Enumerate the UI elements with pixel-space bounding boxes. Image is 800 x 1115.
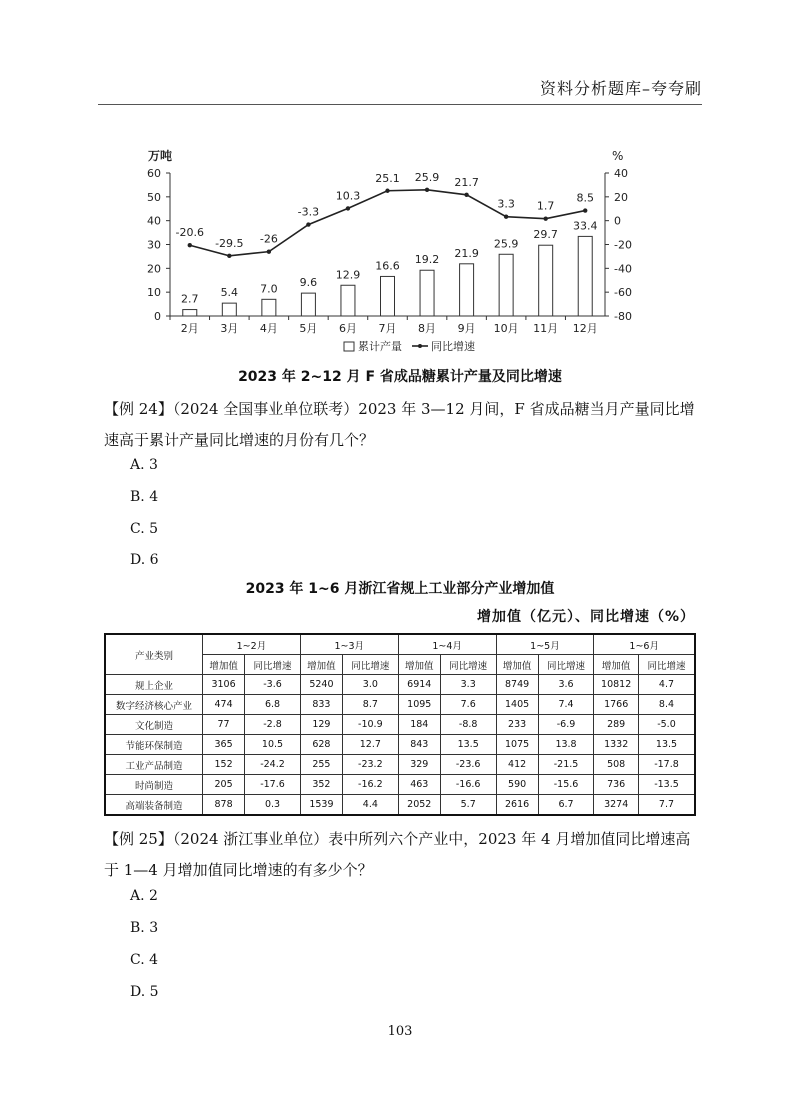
left-tick-label: 10 — [147, 286, 161, 300]
growth-rate-point — [543, 216, 547, 220]
subheader-value: 增加值 — [398, 655, 440, 675]
subheader-growth: 同比增速 — [538, 655, 594, 675]
bar-data-label: 33.4 — [572, 219, 598, 233]
bar-cumulative — [499, 254, 513, 316]
cell-value: 3106 — [203, 675, 245, 695]
subheader-growth: 同比增速 — [245, 655, 301, 675]
bar-cumulative — [539, 245, 553, 316]
bar-cumulative — [301, 293, 315, 316]
growth-rate-point — [227, 254, 231, 258]
period-header: 1~2月 — [203, 634, 301, 655]
table-unit: 增加值（亿元）、同比增速（%） — [476, 609, 695, 625]
cell-growth: -23.6 — [440, 755, 496, 775]
cell-value: 329 — [398, 755, 440, 775]
cell-growth: 13.8 — [538, 735, 594, 755]
legend-bar-swatch — [344, 342, 354, 351]
bar-cumulative — [222, 303, 236, 316]
table-row — [105, 735, 695, 755]
cell-value: 8749 — [496, 675, 538, 695]
right-tick-label: 0 — [614, 214, 621, 228]
chart-title: 2023 年 2~12 月 F 省成品糖累计产量及同比增速 — [238, 369, 562, 385]
left-tick-label: 30 — [147, 238, 161, 252]
cell-growth: 3.0 — [342, 675, 398, 695]
cell-growth: 6.7 — [538, 795, 594, 816]
bar-data-label: 7.0 — [260, 282, 278, 296]
line-data-label: 25.1 — [375, 171, 400, 185]
table-corner-header: 产业类别 — [105, 634, 203, 675]
cell-value: 2616 — [496, 795, 538, 816]
legend-bar-label: 累计产量 — [358, 340, 402, 353]
table-row — [105, 675, 695, 695]
bar-cumulative — [341, 285, 355, 316]
cell-growth: 8.7 — [342, 695, 398, 715]
cell-growth: -8.8 — [440, 715, 496, 735]
cell-growth: 5.7 — [440, 795, 496, 816]
cell-value: 508 — [594, 755, 639, 775]
q24-option-b: B. 4 — [130, 489, 159, 505]
line-data-label: 21.7 — [454, 175, 479, 189]
legend-line-label: 同比增速 — [431, 340, 475, 353]
right-tick-label: -20 — [614, 238, 632, 252]
cell-value: 3274 — [594, 795, 639, 816]
bar-cumulative — [183, 310, 197, 316]
cell-growth: -10.9 — [342, 715, 398, 735]
left-tick-label: 0 — [154, 310, 161, 323]
cell-value: 5240 — [300, 675, 342, 695]
subheader-value: 增加值 — [300, 655, 342, 675]
q25-option-c: C. 4 — [130, 952, 159, 968]
legend-line-marker — [418, 344, 422, 348]
cell-value: 474 — [203, 695, 245, 715]
bar-cumulative — [420, 270, 434, 316]
cell-growth: 7.4 — [538, 695, 594, 715]
cell-growth: -21.5 — [538, 755, 594, 775]
cell-growth: 10.5 — [245, 735, 301, 755]
industry-value-table — [104, 633, 696, 816]
cell-growth: -17.6 — [245, 775, 301, 795]
page-number: 103 — [387, 1024, 413, 1039]
bar-cumulative — [578, 236, 592, 316]
growth-rate-point — [346, 206, 350, 210]
growth-rate-point — [306, 222, 310, 226]
period-header: 1~4月 — [398, 634, 496, 655]
left-tick-label: 40 — [147, 214, 161, 228]
line-data-label: -3.3 — [297, 205, 320, 219]
q24-option-c: C. 5 — [130, 521, 159, 537]
bar-cumulative — [262, 299, 276, 316]
x-tick-label: 11月 — [533, 322, 559, 335]
cell-value: 878 — [203, 795, 245, 816]
question-24-stem: 【例 24】（2024 全国事业单位联考）2023 年 3—12 月间，F 省成品糖当月产量同比增速高于累计产量同比增速的月份有几个？ — [104, 400, 695, 449]
cell-value: 590 — [496, 775, 538, 795]
line-data-label: 8.5 — [576, 191, 594, 205]
left-tick-label: 20 — [147, 262, 161, 276]
cell-growth: -6.9 — [538, 715, 594, 735]
growth-rate-point — [425, 188, 429, 192]
cell-value: 255 — [300, 755, 342, 775]
row-label: 节能环保制造 — [105, 735, 203, 755]
growth-rate-point — [504, 215, 508, 219]
x-tick-label: 3月 — [220, 322, 239, 335]
cell-growth: 3.6 — [538, 675, 594, 695]
cell-growth: -13.5 — [638, 775, 695, 795]
right-tick-label: -60 — [614, 286, 632, 300]
line-data-label: -26 — [259, 232, 278, 246]
table-body — [105, 675, 695, 816]
period-header: 1~5月 — [496, 634, 594, 655]
table-row — [105, 775, 695, 795]
table-period-header-row — [105, 634, 695, 655]
left-tick-label: 60 — [147, 167, 161, 180]
cell-value: 365 — [203, 735, 245, 755]
line-data-label: 25.9 — [414, 170, 440, 184]
cell-growth: -16.2 — [342, 775, 398, 795]
growth-rate-point — [385, 189, 389, 193]
cell-growth: -24.2 — [245, 755, 301, 775]
cell-value: 1332 — [594, 735, 639, 755]
cell-growth: 6.8 — [245, 695, 301, 715]
row-label: 规上企业 — [105, 675, 203, 695]
line-data-label: -20.6 — [175, 226, 205, 240]
cell-value: 1075 — [496, 735, 538, 755]
growth-rate-line — [190, 190, 585, 256]
x-tick-label: 9月 — [457, 322, 476, 335]
left-tick-label: 50 — [147, 190, 161, 204]
x-tick-label: 6月 — [338, 322, 357, 335]
x-tick-label: 5月 — [299, 322, 318, 335]
cell-growth: -5.0 — [638, 715, 695, 735]
subheader-value: 增加值 — [496, 655, 538, 675]
subheader-growth: 同比增速 — [638, 655, 695, 675]
period-header: 1~6月 — [594, 634, 695, 655]
cell-growth: 4.7 — [638, 675, 695, 695]
cell-growth: -3.6 — [245, 675, 301, 695]
x-tick-label: 7月 — [378, 322, 397, 335]
q24-option-a: A. 3 — [130, 457, 158, 473]
table-title: 2023 年 1~6 月浙江省规上工业部分产业增加值 — [245, 581, 555, 597]
bar-data-label: 5.4 — [220, 286, 239, 300]
cell-growth: 13.5 — [638, 735, 695, 755]
growth-rate-point — [267, 249, 271, 253]
cell-growth: 8.4 — [638, 695, 695, 715]
cell-value: 463 — [398, 775, 440, 795]
table-row — [105, 715, 695, 735]
q24-option-d: D. 6 — [130, 552, 159, 568]
cell-growth: 3.3 — [440, 675, 496, 695]
cell-value: 1766 — [594, 695, 639, 715]
cell-value: 152 — [203, 755, 245, 775]
growth-rate-point — [464, 193, 468, 197]
bar-data-label: 21.9 — [454, 246, 479, 260]
cell-growth: -23.2 — [342, 755, 398, 775]
x-tick-label: 12月 — [572, 322, 598, 335]
cell-growth: 12.7 — [342, 735, 398, 755]
cell-value: 2052 — [398, 795, 440, 816]
bar-data-label: 29.7 — [533, 228, 558, 242]
cell-value: 77 — [203, 715, 245, 735]
growth-rate-point — [583, 208, 587, 212]
cell-value: 184 — [398, 715, 440, 735]
question-25-stem: 【例 25】（2024 浙江事业单位）表中所列六个产业中，2023 年 4 月增加值同比增速高于 1—4 月增加值同比增速的有多少个？ — [104, 830, 691, 879]
cell-growth: -15.6 — [538, 775, 594, 795]
bar-data-label: 12.9 — [335, 268, 361, 282]
cell-growth: -17.8 — [638, 755, 695, 775]
cell-value: 843 — [398, 735, 440, 755]
right-axis-unit: % — [612, 149, 624, 163]
cell-value: 1095 — [398, 695, 440, 715]
row-label: 时尚制造 — [105, 775, 203, 795]
subheader-growth: 同比增速 — [342, 655, 398, 675]
cell-growth: 7.7 — [638, 795, 695, 816]
line-data-label: 1.7 — [536, 199, 555, 213]
cell-value: 833 — [300, 695, 342, 715]
q25-option-a: A. 2 — [130, 888, 158, 904]
cell-growth: -16.6 — [440, 775, 496, 795]
row-label: 工业产品制造 — [105, 755, 203, 775]
cell-value: 289 — [594, 715, 639, 735]
line-data-label: 10.3 — [335, 189, 361, 203]
period-header: 1~3月 — [300, 634, 398, 655]
right-tick-label: -40 — [614, 262, 632, 276]
subheader-value: 增加值 — [203, 655, 245, 675]
row-label: 数字经济核心产业 — [105, 695, 203, 715]
cell-value: 10812 — [594, 675, 639, 695]
right-tick-label: -80 — [614, 310, 632, 323]
header-rule — [98, 104, 702, 105]
left-axis-unit: 万吨 — [148, 149, 173, 163]
bar-cumulative — [460, 264, 474, 316]
cell-value: 412 — [496, 755, 538, 775]
bar-data-label: 25.9 — [493, 237, 519, 251]
growth-rate-point — [188, 243, 192, 247]
cell-growth: 7.6 — [440, 695, 496, 715]
line-data-label: -29.5 — [215, 236, 244, 250]
cell-value: 1405 — [496, 695, 538, 715]
x-tick-label: 10月 — [493, 322, 519, 335]
right-tick-label: 40 — [614, 167, 628, 180]
bar-data-label: 19.2 — [414, 253, 440, 267]
cell-value: 736 — [594, 775, 639, 795]
page-header: 资料分析题库–夸夸刷 — [539, 79, 702, 98]
cell-value: 352 — [300, 775, 342, 795]
cell-growth: 13.5 — [440, 735, 496, 755]
table-row — [105, 755, 695, 775]
q25-option-b: B. 3 — [130, 920, 159, 936]
line-data-label: 3.3 — [497, 197, 515, 211]
cell-growth: 0.3 — [245, 795, 301, 816]
bar-cumulative — [381, 276, 395, 316]
table-row — [105, 795, 695, 816]
cell-growth: -2.8 — [245, 715, 301, 735]
cell-value: 205 — [203, 775, 245, 795]
x-tick-label: 4月 — [259, 322, 278, 335]
cell-value: 628 — [300, 735, 342, 755]
cell-value: 6914 — [398, 675, 440, 695]
row-label: 高端装备制造 — [105, 795, 203, 816]
table-row — [105, 695, 695, 715]
cell-value: 1539 — [300, 795, 342, 816]
bar-data-label: 16.6 — [375, 259, 400, 273]
sugar-production-chart — [130, 140, 650, 365]
cell-value: 129 — [300, 715, 342, 735]
x-tick-label: 2月 — [180, 322, 199, 335]
bar-data-label: 2.7 — [181, 292, 199, 306]
subheader-value: 增加值 — [594, 655, 639, 675]
row-label: 文化制造 — [105, 715, 203, 735]
subheader-growth: 同比增速 — [440, 655, 496, 675]
bar-data-label: 9.6 — [299, 276, 318, 290]
cell-growth: 4.4 — [342, 795, 398, 816]
x-tick-label: 8月 — [418, 322, 437, 335]
right-tick-label: 20 — [614, 190, 628, 204]
q25-option-d: D. 5 — [130, 984, 159, 1000]
cell-value: 233 — [496, 715, 538, 735]
